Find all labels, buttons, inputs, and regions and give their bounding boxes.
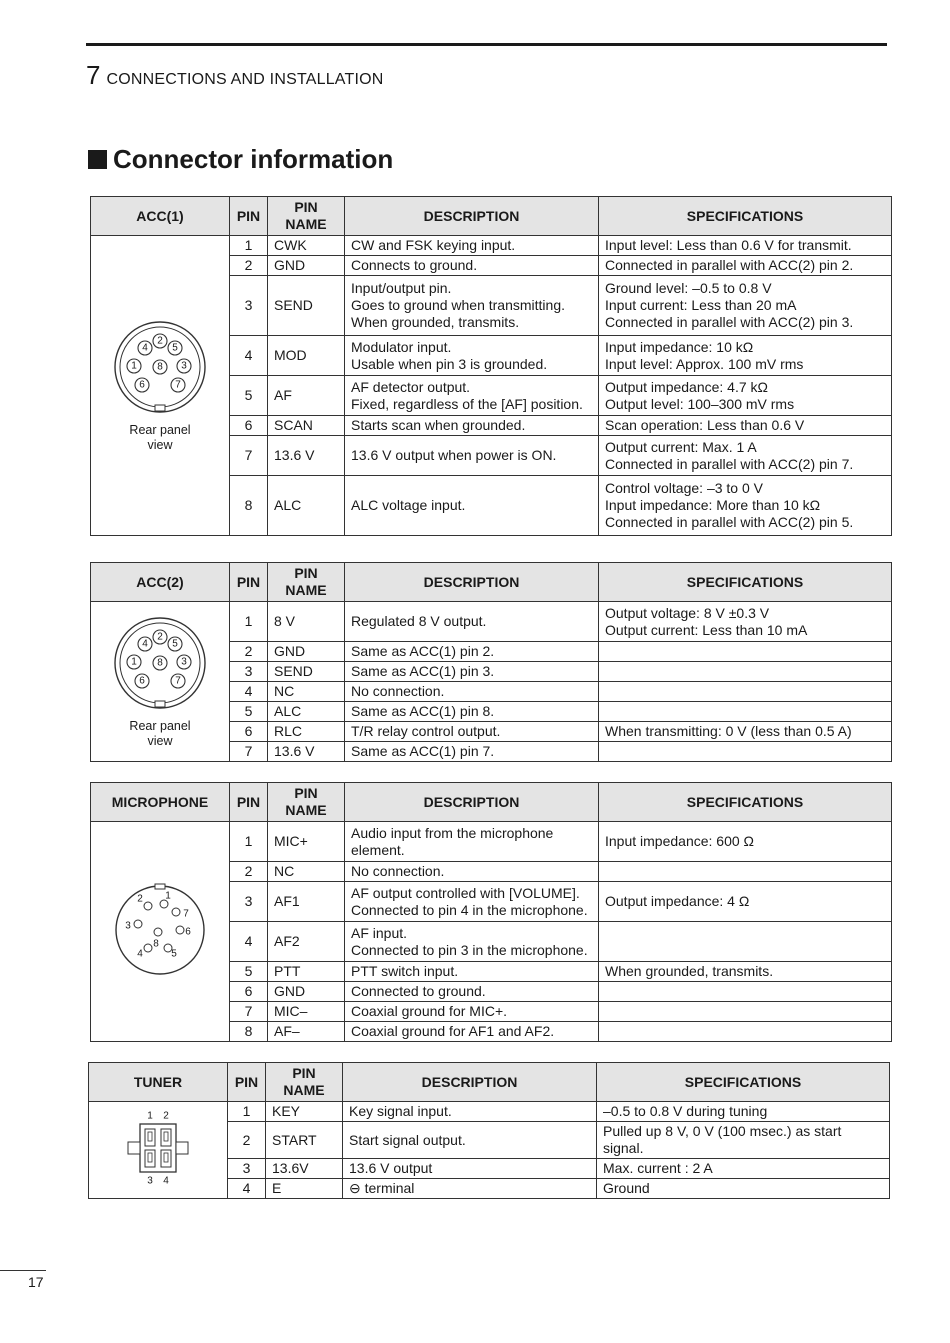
- pin-label: 3: [181, 360, 187, 371]
- acc2-table: [90, 562, 892, 762]
- pin-description: [343, 1179, 597, 1199]
- pin-number: 7: [230, 1002, 268, 1022]
- pin-description: [345, 236, 599, 256]
- pin-number: 1: [228, 1102, 266, 1122]
- pin-description: [345, 276, 599, 336]
- cell-line: Same as ACC(1) pin 8.: [351, 703, 495, 719]
- col-specifications: SPECIFICATIONS: [599, 563, 892, 602]
- pin-description: [345, 862, 599, 882]
- cell-line: When transmitting: 0 V (less than 0.5 A): [605, 723, 852, 739]
- pin-name: AF2: [268, 922, 345, 962]
- pin-specification: [599, 376, 892, 416]
- pin-name: SEND: [268, 276, 345, 336]
- pin-label: 1: [131, 360, 137, 371]
- pin-label: 7: [183, 908, 189, 919]
- pin-label: 3: [125, 920, 131, 931]
- tuner-table: [88, 1062, 890, 1199]
- col-description: DESCRIPTION: [343, 1063, 597, 1102]
- pin-name: AF–: [268, 1022, 345, 1042]
- pin-description: [345, 662, 599, 682]
- cell-line: Output impedance: 4.7 kΩ: [605, 378, 769, 395]
- pin-number: 4: [230, 922, 268, 962]
- cell-line: Connects to ground.: [351, 257, 478, 273]
- pin-name: 13.6 V: [268, 436, 345, 476]
- tuner-title: TUNER: [89, 1063, 228, 1102]
- pin-description: [345, 436, 599, 476]
- cell-line: No connection.: [351, 683, 445, 699]
- cell-line: When grounded, transmits.: [605, 963, 774, 979]
- pin-specification: [599, 416, 892, 436]
- pin-label: 1: [165, 890, 171, 901]
- pin-specification: [599, 962, 892, 982]
- table-row: [91, 236, 892, 256]
- pin-label: 4: [137, 948, 143, 959]
- cell-line: PTT switch input.: [351, 963, 459, 979]
- cell-line: Output voltage: 8 V ±0.3 V: [605, 604, 770, 621]
- col-pin: PIN: [228, 1063, 266, 1102]
- col-pin-name: PIN NAME: [268, 783, 345, 822]
- pin-number: 7: [230, 436, 268, 476]
- acc1-header-row: [91, 197, 892, 236]
- cell-line: Output current: Max. 1 A: [605, 438, 757, 455]
- pin-label: 2: [157, 631, 163, 642]
- cell-line: Modulator input.: [351, 338, 452, 355]
- col-description: DESCRIPTION: [345, 197, 599, 236]
- col-pin-name: PIN NAME: [266, 1063, 343, 1102]
- pin-label: 5: [171, 948, 177, 959]
- pin-specification: [599, 256, 892, 276]
- pin-name: 13.6 V: [268, 742, 345, 762]
- pin-number: 2: [230, 862, 268, 882]
- pin-description: [343, 1159, 597, 1179]
- cell-line: Same as ACC(1) pin 7.: [351, 743, 495, 759]
- cell-line: Input impedance: 10 kΩ: [605, 338, 754, 355]
- pin-specification: [597, 1122, 890, 1159]
- pin-description: [345, 982, 599, 1002]
- pin-number: 3: [230, 662, 268, 682]
- pin-name: MOD: [268, 336, 345, 376]
- cell-line: Connected in parallel with ACC(2) pin 7.: [605, 455, 854, 472]
- pin-label: 8: [153, 938, 159, 949]
- caption-line: Rear panel: [129, 718, 191, 733]
- cell-line: T/R relay control output.: [351, 723, 501, 739]
- pin-specification: [599, 822, 892, 862]
- pin-number: 3: [228, 1159, 266, 1179]
- mic-header-row: [91, 783, 892, 822]
- pin-description: [345, 642, 599, 662]
- cell-line: No connection.: [351, 863, 445, 879]
- pin-specification: [599, 236, 892, 256]
- pin-number: 5: [230, 702, 268, 722]
- cell-line: Output current: Less than 10 mA: [605, 621, 808, 638]
- pin-description: [345, 602, 599, 642]
- connector-diagram-cell: [91, 602, 230, 762]
- pin-label: 5: [172, 638, 178, 649]
- pin-specification: [599, 602, 892, 642]
- pin-number: 2: [228, 1122, 266, 1159]
- cell-line: Input level: Less than 0.6 V for transmit.: [605, 237, 852, 253]
- cell-line: Output impedance: 4 Ω: [605, 893, 750, 909]
- col-pin-name: PIN NAME: [268, 197, 345, 236]
- pin-number: 4: [230, 336, 268, 376]
- pin-description: [343, 1122, 597, 1159]
- pin-name: RLC: [268, 722, 345, 742]
- cell-line: –0.5 to 0.8 V during tuning: [603, 1103, 768, 1119]
- cell-line: Output level: 100–300 mV rms: [605, 395, 795, 412]
- cell-line: Input current: Less than 20 mA: [605, 297, 797, 313]
- pin-specification: [599, 1002, 892, 1022]
- pin-number: 4: [228, 1179, 266, 1199]
- cell-line: When grounded, transmits.: [351, 314, 520, 330]
- cell-line: Input impedance: 600 Ω: [605, 833, 755, 849]
- cell-line: Pulled up 8 V, 0 V (100 msec.) as start signal.: [603, 1123, 842, 1156]
- cell-line: Coaxial ground for AF1 and AF2.: [351, 1023, 555, 1039]
- pin-label: 4: [142, 638, 148, 649]
- pin-label: 8: [157, 657, 163, 668]
- cell-line: ⊖ terminal: [349, 1180, 415, 1196]
- pin-label: 4: [142, 342, 148, 353]
- col-pin-name: PIN NAME: [268, 563, 345, 602]
- table-row: [89, 1102, 890, 1122]
- col-description: DESCRIPTION: [345, 563, 599, 602]
- cell-line: 13.6 V output: [349, 1160, 433, 1176]
- tuner-header-row: [89, 1063, 890, 1102]
- caption-line: Rear panel: [129, 422, 191, 437]
- col-description: DESCRIPTION: [345, 783, 599, 822]
- cell-line: Same as ACC(1) pin 2.: [351, 643, 495, 659]
- pin-label: 2: [157, 335, 163, 346]
- pin-specification: [599, 682, 892, 702]
- pin-label: 3: [181, 656, 187, 667]
- pin-description: [345, 922, 599, 962]
- acc2-title: ACC(2): [91, 563, 230, 602]
- cell-line: Ground: [603, 1180, 650, 1196]
- table-row: [91, 602, 892, 642]
- cell-line: Same as ACC(1) pin 3.: [351, 663, 495, 679]
- connector-diagram-cell: [91, 236, 230, 536]
- pin-name: ALC: [268, 702, 345, 722]
- pin-specification: [599, 436, 892, 476]
- cell-line: Usable when pin 3 is grounded.: [351, 355, 548, 372]
- acc1-table: [90, 196, 892, 536]
- section-title-text: Connector information: [113, 144, 394, 174]
- pin-name: GND: [268, 982, 345, 1002]
- pin-name: SCAN: [268, 416, 345, 436]
- pin-specification: [599, 702, 892, 722]
- cell-line: Max. current : 2 A: [603, 1160, 713, 1176]
- col-specifications: SPECIFICATIONS: [599, 783, 892, 822]
- mic-title: MICROPHONE: [91, 783, 230, 822]
- cell-line: Key signal input.: [349, 1103, 452, 1119]
- rear-panel-caption: [93, 719, 227, 749]
- cell-line: Start signal output.: [349, 1131, 466, 1148]
- pin-specification: [599, 922, 892, 962]
- cell-line: Regulated 8 V output.: [351, 613, 487, 629]
- pin-name: AF: [268, 376, 345, 416]
- pin-description: [345, 682, 599, 702]
- pin-specification: [599, 722, 892, 742]
- acc2-header-row: [91, 563, 892, 602]
- cell-line: Connected in parallel with ACC(2) pin 3.: [605, 314, 854, 330]
- pin-specification: [599, 662, 892, 682]
- pin-number: 8: [230, 1022, 268, 1042]
- pin-name: PTT: [268, 962, 345, 982]
- pin-description: [343, 1102, 597, 1122]
- acc1-title: ACC(1): [91, 197, 230, 236]
- pin-label: 7: [175, 379, 181, 390]
- top-rule: [86, 43, 887, 46]
- pin-number: 8: [230, 476, 268, 536]
- pin-label: 5: [172, 342, 178, 353]
- chapter-header: [86, 60, 384, 91]
- cell-line: AF output controlled with [VOLUME].: [351, 884, 580, 901]
- pin-number: 5: [230, 376, 268, 416]
- pin-name: E: [266, 1179, 343, 1199]
- pin-label: 4: [163, 1175, 169, 1187]
- cell-line: Connected in parallel with ACC(2) pin 5.: [605, 514, 854, 530]
- pin-specification: [599, 882, 892, 922]
- pin-name: ALC: [268, 476, 345, 536]
- page-number: 17: [28, 1274, 44, 1290]
- cell-line: 13.6 V output when power is ON.: [351, 447, 557, 463]
- pin-label: 1: [147, 1110, 153, 1122]
- pin-description: [345, 1002, 599, 1022]
- din-8-connector-icon: [112, 319, 208, 415]
- microphone-table: [90, 782, 892, 1042]
- square-bullet-icon: [88, 150, 107, 169]
- pin-label: 1: [131, 656, 137, 667]
- pin-number: 6: [230, 416, 268, 436]
- pin-specification: [599, 642, 892, 662]
- pin-specification: [599, 862, 892, 882]
- pin-number: 2: [230, 642, 268, 662]
- pin-number: 6: [230, 982, 268, 1002]
- pin-number: 1: [230, 602, 268, 642]
- pin-label: 2: [137, 893, 143, 904]
- pin-label: 6: [139, 675, 145, 686]
- caption-line: view: [147, 733, 173, 748]
- chapter-number: 7: [86, 60, 101, 90]
- pin-name: NC: [268, 682, 345, 702]
- pin-description: [345, 256, 599, 276]
- col-pin: PIN: [230, 783, 268, 822]
- col-pin: PIN: [230, 197, 268, 236]
- pin-label: 2: [163, 1110, 169, 1122]
- pin-number: 5: [230, 962, 268, 982]
- pin-number: 3: [230, 882, 268, 922]
- pin-number: 4: [230, 682, 268, 702]
- pin-name: AF1: [268, 882, 345, 922]
- rear-panel-caption: [93, 423, 227, 453]
- pin-specification: [597, 1179, 890, 1199]
- tuner-connector-icon: [110, 1108, 206, 1188]
- microphone-connector-icon: [112, 882, 208, 978]
- pin-specification: [599, 336, 892, 376]
- cell-line: Audio input from the microphone: [351, 824, 554, 841]
- section-title: [88, 144, 393, 175]
- pin-specification: [599, 742, 892, 762]
- pin-name: MIC–: [268, 1002, 345, 1022]
- pin-description: [345, 1022, 599, 1042]
- connector-diagram-cell: [91, 822, 230, 1042]
- pin-description: [345, 336, 599, 376]
- cell-line: Connected to pin 3 in the microphone.: [351, 941, 588, 958]
- pin-name: NC: [268, 862, 345, 882]
- pin-specification: [599, 982, 892, 1002]
- cell-line: Input impedance: More than 10 kΩ: [605, 497, 821, 513]
- pin-name: GND: [268, 642, 345, 662]
- pin-number: 3: [230, 276, 268, 336]
- din-8-connector-icon: [112, 615, 208, 711]
- pin-specification: [599, 276, 892, 336]
- cell-line: Fixed, regardless of the [AF] position.: [351, 395, 583, 412]
- cell-line: Connected in parallel with ACC(2) pin 2.: [605, 257, 854, 273]
- pin-number: 7: [230, 742, 268, 762]
- pin-description: [345, 722, 599, 742]
- col-specifications: SPECIFICATIONS: [597, 1063, 890, 1102]
- pin-label: 6: [185, 926, 191, 937]
- pin-specification: [597, 1159, 890, 1179]
- pin-number: 6: [230, 722, 268, 742]
- pin-name: START: [266, 1122, 343, 1159]
- pin-name: 8 V: [268, 602, 345, 642]
- pin-number: 1: [230, 822, 268, 862]
- pin-name: GND: [268, 256, 345, 276]
- pin-label: 3: [147, 1175, 153, 1187]
- pin-description: [345, 822, 599, 862]
- cell-line: Connected to ground.: [351, 983, 486, 999]
- pin-number: 2: [230, 256, 268, 276]
- caption-line: view: [147, 437, 173, 452]
- pin-name: CWK: [268, 236, 345, 256]
- cell-line: Scan operation: Less than 0.6 V: [605, 417, 805, 433]
- table-row: [91, 822, 892, 862]
- cell-line: AF input.: [351, 924, 408, 941]
- pin-description: [345, 882, 599, 922]
- cell-line: Starts scan when grounded.: [351, 417, 526, 433]
- cell-line: element.: [351, 841, 405, 858]
- pin-number: 1: [230, 236, 268, 256]
- col-pin: PIN: [230, 563, 268, 602]
- pin-specification: [599, 1022, 892, 1042]
- pin-label: 8: [157, 361, 163, 372]
- pin-label: 6: [139, 379, 145, 390]
- cell-line: Ground level: –0.5 to 0.8 V: [605, 280, 772, 296]
- chapter-title: CONNECTIONS AND INSTALLATION: [106, 71, 384, 88]
- cell-line: Input level: Approx. 100 mV rms: [605, 355, 804, 372]
- cell-line: Input/output pin.: [351, 280, 452, 296]
- cell-line: ALC voltage input.: [351, 497, 466, 513]
- pin-description: [345, 702, 599, 722]
- cell-line: Goes to ground when transmitting.: [351, 297, 566, 313]
- pin-name: SEND: [268, 662, 345, 682]
- col-specifications: SPECIFICATIONS: [599, 197, 892, 236]
- cell-line: AF detector output.: [351, 378, 471, 395]
- cell-line: Connected to pin 4 in the microphone.: [351, 901, 588, 918]
- cell-line: Control voltage: –3 to 0 V: [605, 480, 763, 496]
- pin-name: 13.6V: [266, 1159, 343, 1179]
- pin-label: 7: [175, 675, 181, 686]
- pin-specification: [597, 1102, 890, 1122]
- pin-specification: [599, 476, 892, 536]
- pin-description: [345, 742, 599, 762]
- page-number-rule: [0, 1270, 46, 1271]
- pin-name: MIC+: [268, 822, 345, 862]
- pin-description: [345, 416, 599, 436]
- pin-description: [345, 476, 599, 536]
- pin-name: KEY: [266, 1102, 343, 1122]
- connector-diagram-cell: [89, 1102, 228, 1199]
- cell-line: CW and FSK keying input.: [351, 237, 516, 253]
- pin-description: [345, 962, 599, 982]
- pin-description: [345, 376, 599, 416]
- cell-line: Coaxial ground for MIC+.: [351, 1003, 508, 1019]
